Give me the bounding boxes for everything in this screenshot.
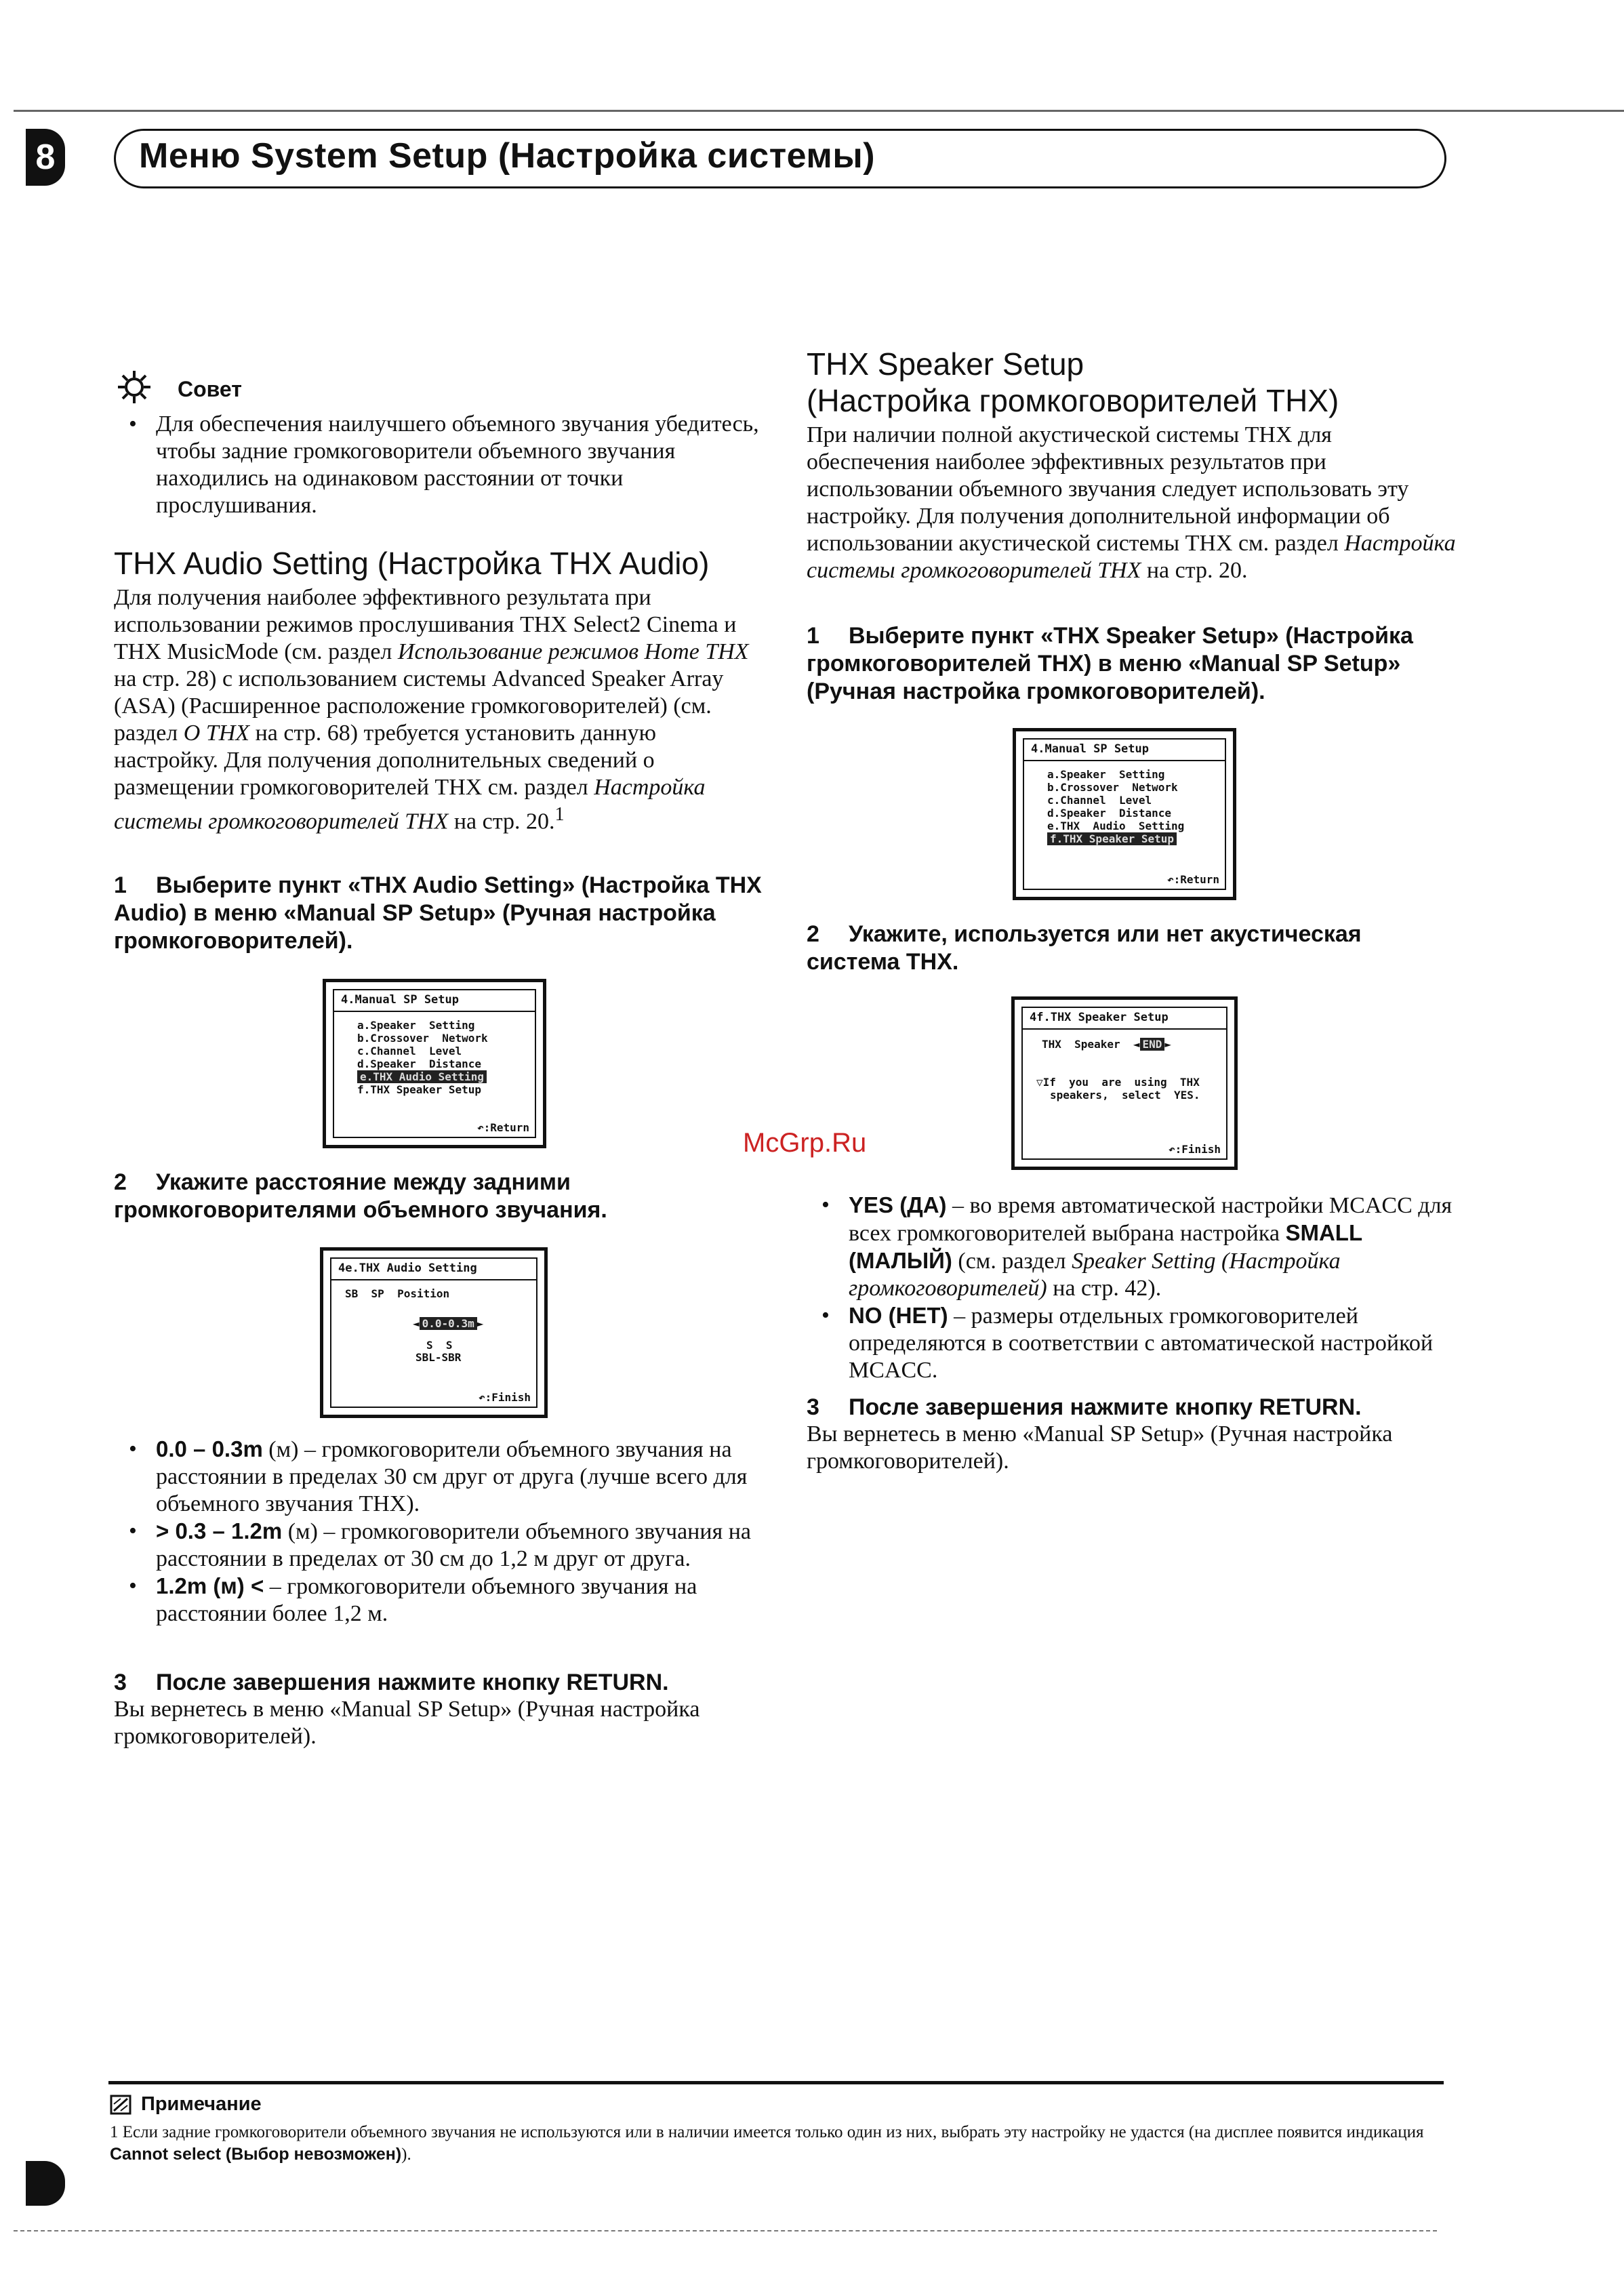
page-number-tab <box>26 129 65 186</box>
distance-option: • 1.2m (м) < – громкоговорители объемного звучания на расстоянии более 1,2 м. <box>114 1573 765 1628</box>
screen-hint: ▽If you are using THX speakers, select YES. <box>1036 1076 1200 1102</box>
selected-menu-item: e.THX Audio Setting <box>357 1070 487 1083</box>
ref-speaker-setting: Speaker Setting (Настройка громкоговорителей) <box>849 1249 1341 1301</box>
sb-sp-position-label: SB SP Position <box>345 1287 450 1300</box>
note-title: Примечание <box>141 2093 262 2115</box>
option-no: • NO (НЕТ) – размеры отдельных громкоговорителей определяются в соответствии с автоматической настройкой MCACC. <box>807 1302 1457 1384</box>
left-step-2: 2 Укажите расстояние между задними громкоговорителями объемного звучания. <box>114 1169 607 1223</box>
ref-home-thx: Использование режимов Home THX <box>397 639 749 664</box>
bottom-page-tab <box>26 2161 65 2206</box>
thx-speaker-options <box>807 1192 1457 1384</box>
screen-title: 4.Manual SP Setup <box>1031 742 1149 756</box>
left-step-3: 3 После завершения нажмите кнопку RETURN. <box>114 1670 669 1695</box>
right-step-2: 2 Укажите, используется или нет акустическая система THX. <box>807 921 1362 975</box>
distance-option: • > 0.3 – 1.2m (м) – громкоговорители объемного звучания на расстоянии в пределах от 30 см до 1,2 м друг от друга. <box>114 1518 765 1573</box>
tip-icon <box>117 369 152 408</box>
left-step-3-text: Вы вернетесь в меню «Manual SP Setup» (Ручная настройка громкоговорителей). <box>114 1697 700 1749</box>
watermark-text: McGrp.Ru <box>743 1128 867 1158</box>
screen-thx-audio-setting <box>320 1247 548 1418</box>
screen-title: 4.Manual SP Setup <box>341 993 459 1007</box>
left-step-1: 1 Выберите пункт «THX Audio Setting» (Настройка THX Audio) в меню «Manual SP Setup» (Ручная настройка громкоговорителей). <box>114 872 762 954</box>
thx-speaker-value: END <box>1140 1038 1165 1051</box>
thx-speaker-intro: При наличии полной акустической системы THX для обеспечения наиболее эффективных результатов при использовании объемного звучания следует использовать эту настройку. Для получения дополнительной информации об использовании акустической системы THX см. раздел Настройка системы громкоговорителей THX на стр. 20. <box>807 422 1456 583</box>
screen-title: 4f.THX Speaker Setup <box>1030 1011 1169 1024</box>
note-text: 1 Если задние громкоговорители объемного звучания не используются или в наличии имеется только один из них, выбрать эту настройку не удастся (на дисплее появится индикация Cannot select (Выбор невозможен)). <box>110 2123 1424 2164</box>
screen-manual-sp-setup-left <box>323 979 546 1148</box>
bottom-rule <box>14 2230 1437 2231</box>
top-rule <box>14 110 1624 112</box>
speaker-pair-label: SBL-SBR <box>415 1351 462 1364</box>
option-yes: • YES (ДА) – во время автоматической настройки MCACC для всех громкоговорителей выбрана настройка SMALL (МАЛЫЙ) (см. раздел Speaker Setting (Настройка громкоговорителей) на стр. 42). <box>807 1192 1457 1302</box>
screen-manual-sp-setup-right <box>1013 728 1236 900</box>
finish-hint: ↶:Finish <box>1168 1143 1221 1156</box>
ref-about-thx: О THX <box>183 721 250 746</box>
return-hint: ↶:Return <box>476 1121 529 1134</box>
ref-thx-speaker-system: Настройка системы громкоговорителей THX <box>114 775 706 834</box>
thx-audio-heading: THX Audio Setting (Настройка THX Audio) <box>114 546 710 581</box>
speaker-pair-symbols: S S <box>426 1339 453 1352</box>
page-number: 8 <box>35 138 56 177</box>
note-rule <box>108 2081 1444 2084</box>
screen-thx-speaker-setup <box>1011 996 1238 1170</box>
screen-menu: a.Speaker Setting b.Crossover Network c.Channel Level d.Speaker Distance e.THX Audio Setting f.THX Speaker Setup <box>1047 768 1185 845</box>
right-step-3: 3 После завершения нажмите кнопку RETURN. <box>807 1394 1362 1420</box>
tip-title: Совет <box>178 377 242 401</box>
selected-menu-item: f.THX Speaker Setup <box>1047 832 1177 845</box>
page-title: Меню System Setup (Настройка системы) <box>139 136 876 176</box>
screen-title: 4e.THX Audio Setting <box>338 1261 477 1275</box>
finish-hint: ↶:Finish <box>478 1391 531 1404</box>
right-step-1: 1 Выберите пункт «THX Speaker Setup» (Настройка громкоговорителей THX) в меню «Manual SP Setup» (Ручная настройка громкоговорителей). <box>807 623 1413 704</box>
screen-menu: a.Speaker Setting b.Crossover Network c.Channel Level d.Speaker Distance e.THX Audio Setting f.THX Speaker Setup <box>357 1019 488 1096</box>
distance-option: • 0.0 – 0.3m (м) – громкоговорители объемного звучания на расстоянии в пределах 30 см друг от друга (лучше всего для объемного звучания THX). <box>114 1436 765 1518</box>
tip-text: • Для обеспечения наилучшего объемного звучания убедитесь, чтобы задние громкоговорители объемного звучания находились на одинаковом расстоянии от точки прослушивания. <box>114 411 765 519</box>
sb-sp-position-value: ◄ 0.0-0.3m ► <box>413 1317 484 1330</box>
return-hint: ↶:Return <box>1166 873 1219 886</box>
tip-list <box>114 411 765 519</box>
distance-options <box>114 1436 765 1628</box>
footnote-mark: 1 <box>554 804 565 825</box>
right-step-3-text: Вы вернетесь в меню «Manual SP Setup» (Ручная настройка громкоговорителей). <box>807 1421 1393 1474</box>
thx-speaker-heading: THX Speaker Setup (Настройка громкоговорителей THX) <box>807 346 1339 418</box>
ref-thx-speaker-system: Настройка системы громкоговорителей THX <box>807 531 1456 583</box>
note-icon <box>110 2095 131 2118</box>
thx-speaker-field: THX Speaker ◄ END ► <box>1042 1038 1172 1051</box>
thx-audio-intro: Для получения наиболее эффективного результата при использовании режимов прослушивания THX Select2 Cinema и THX MusicMode (см. раздел Использование режимов Home THX на стр. 28) с использованием системы Advanced Speaker Array (ASA) (Расширенное расположение громкоговорителей) (см. раздел О THX на стр. 68) требуется установить данную настройку. Для получения дополнительных сведений о размещении громкоговорителей THX см. раздел Настройка системы громкоговорителей THX на стр. 20.$^1$ <box>114 585 749 834</box>
